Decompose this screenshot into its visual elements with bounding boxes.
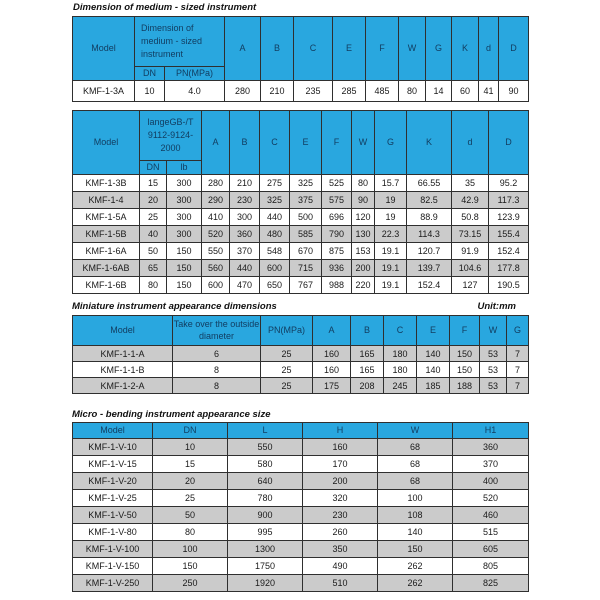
value-cell: 19.1	[375, 277, 407, 294]
value-cell: 580	[228, 456, 303, 473]
value-cell: 14	[426, 81, 452, 102]
value-cell: 650	[260, 277, 290, 294]
value-cell: 50	[153, 507, 228, 524]
model-cell: KMF-1-V-10	[73, 439, 153, 456]
value-cell: 19.1	[375, 243, 407, 260]
table-row	[73, 507, 529, 524]
value-cell: 100	[378, 490, 453, 507]
value-cell: 995	[228, 524, 303, 541]
model-cell: KMF-1-V-80	[73, 524, 153, 541]
value-cell: 780	[228, 490, 303, 507]
value-cell: 22.3	[375, 226, 407, 243]
table-body	[73, 81, 529, 102]
value-cell: 640	[228, 473, 303, 490]
value-cell: 375	[290, 192, 322, 209]
model-cell: KMF-1-3B	[73, 175, 140, 192]
table-row	[73, 439, 529, 456]
value-cell: 360	[453, 439, 529, 456]
value-cell: 600	[260, 260, 290, 277]
table-body	[73, 175, 529, 294]
value-cell: 50	[140, 243, 167, 260]
model-cell: KMF-1-5A	[73, 209, 140, 226]
value-cell: 280	[225, 81, 261, 102]
value-cell: 325	[290, 175, 322, 192]
table-body	[73, 346, 529, 394]
value-cell: 715	[290, 260, 322, 277]
value-cell: 15	[153, 456, 228, 473]
value-cell: 825	[453, 575, 529, 592]
value-cell: 300	[167, 226, 202, 243]
value-cell: 260	[303, 524, 378, 541]
value-cell: 440	[230, 260, 260, 277]
miniature-title-row	[72, 301, 528, 312]
value-cell: 140	[378, 524, 453, 541]
value-cell: 177.8	[489, 260, 529, 277]
value-cell: 325	[260, 192, 290, 209]
table-row	[73, 243, 529, 260]
value-cell: 300	[167, 209, 202, 226]
model-cell: KMF-1-V-20	[73, 473, 153, 490]
value-cell: 20	[140, 192, 167, 209]
model-column-header: Model	[73, 17, 135, 81]
value-cell: 190.5	[489, 277, 529, 294]
column-header: E	[333, 17, 366, 81]
column-header: B	[230, 111, 260, 175]
value-cell: 875	[322, 243, 352, 260]
value-cell: 185	[417, 378, 450, 394]
table-header	[73, 111, 529, 175]
value-cell: 155.4	[489, 226, 529, 243]
value-cell: 150	[167, 277, 202, 294]
value-cell: 53	[480, 362, 507, 378]
value-cell: 150	[167, 243, 202, 260]
value-cell: 208	[351, 378, 384, 394]
value-cell: 300	[167, 192, 202, 209]
table-row	[73, 81, 529, 102]
column-header: E	[417, 316, 450, 346]
value-cell: 25	[261, 378, 313, 394]
value-cell: 200	[352, 260, 375, 277]
group-header-line: langeGB-/T	[147, 117, 194, 127]
value-cell: 82.5	[407, 192, 452, 209]
value-cell: 550	[202, 243, 230, 260]
model-cell: KMF-1-1-B	[73, 362, 173, 378]
column-header: B	[261, 17, 294, 81]
model-cell: KMF-1-6A	[73, 243, 140, 260]
value-cell: 275	[260, 175, 290, 192]
value-cell: 165	[351, 362, 384, 378]
table-row	[73, 456, 529, 473]
column-header: G	[426, 17, 452, 81]
value-cell: 42.9	[452, 192, 489, 209]
value-cell: 210	[230, 175, 260, 192]
table-row	[73, 362, 529, 378]
value-cell: 140	[417, 362, 450, 378]
value-cell: 510	[303, 575, 378, 592]
column-header: E	[290, 111, 322, 175]
value-cell: 200	[303, 473, 378, 490]
value-cell: 280	[202, 175, 230, 192]
value-cell: 400	[453, 473, 529, 490]
value-cell: 91.9	[452, 243, 489, 260]
value-cell: 230	[230, 192, 260, 209]
value-cell: 160	[313, 362, 351, 378]
column-header: Model	[73, 316, 173, 346]
value-cell: 520	[202, 226, 230, 243]
value-cell: 490	[303, 558, 378, 575]
value-cell: 175	[313, 378, 351, 394]
column-header: Model	[73, 423, 153, 439]
model-cell: KMF-1-1-A	[73, 346, 173, 362]
table-header	[73, 316, 529, 346]
value-cell: 19	[375, 209, 407, 226]
value-cell: 900	[228, 507, 303, 524]
value-cell: 290	[202, 192, 230, 209]
medium-sized-dimension-table	[72, 16, 529, 102]
table-row	[73, 490, 529, 507]
value-cell: 170	[303, 456, 378, 473]
value-cell: 790	[322, 226, 352, 243]
value-cell: 140	[417, 346, 450, 362]
value-cell: 80	[399, 81, 426, 102]
model-cell: KMF-1-6AB	[73, 260, 140, 277]
value-cell: 585	[290, 226, 322, 243]
column-header: A	[225, 17, 261, 81]
value-cell: 300	[230, 209, 260, 226]
value-cell: 10	[153, 439, 228, 456]
value-cell: 230	[303, 507, 378, 524]
model-cell: KMF-1-4	[73, 192, 140, 209]
value-cell: 25	[261, 346, 313, 362]
section-title-micro-bending: Micro - bending instrument appearance size	[72, 409, 271, 420]
model-cell: KMF-1-V-150	[73, 558, 153, 575]
value-cell: 605	[453, 541, 529, 558]
value-cell: 41	[479, 81, 499, 102]
value-cell: 180	[384, 346, 417, 362]
value-cell: 220	[352, 277, 375, 294]
value-cell: 210	[261, 81, 294, 102]
value-cell: 245	[384, 378, 417, 394]
column-header: G	[507, 316, 529, 346]
column-header: d	[452, 111, 489, 175]
value-cell: 95.2	[489, 175, 529, 192]
miniature-dimension-table	[72, 315, 529, 394]
value-cell: 250	[153, 575, 228, 592]
value-cell: 7	[507, 346, 529, 362]
value-cell: 150	[450, 346, 480, 362]
value-cell: 1920	[228, 575, 303, 592]
value-cell: 165	[351, 346, 384, 362]
value-cell: 90	[352, 192, 375, 209]
section-title-medium-sized: Dimension of medium - sized instrument	[73, 2, 257, 13]
column-header: W	[399, 17, 426, 81]
value-cell: 180	[384, 362, 417, 378]
value-cell: 20	[153, 473, 228, 490]
value-cell: 8	[173, 378, 261, 394]
value-cell: 500	[290, 209, 322, 226]
table-row	[73, 277, 529, 294]
value-cell: 108	[378, 507, 453, 524]
value-cell: 805	[453, 558, 529, 575]
value-cell: 188	[450, 378, 480, 394]
model-cell: KMF-1-3A	[73, 81, 135, 102]
value-cell: 68	[378, 456, 453, 473]
value-cell: 235	[294, 81, 333, 102]
column-header: H	[303, 423, 378, 439]
value-cell: 19.1	[375, 260, 407, 277]
value-cell: 160	[303, 439, 378, 456]
value-cell: 120.7	[407, 243, 452, 260]
column-header: K	[407, 111, 452, 175]
value-cell: 670	[290, 243, 322, 260]
column-header: d	[479, 17, 499, 81]
value-cell: 153	[352, 243, 375, 260]
value-cell: 10	[135, 81, 165, 102]
column-header: F	[322, 111, 352, 175]
column-header: L	[228, 423, 303, 439]
value-cell: 73.15	[452, 226, 489, 243]
value-cell: 88.9	[407, 209, 452, 226]
value-cell: 150	[153, 558, 228, 575]
table-row	[73, 260, 529, 277]
group-header-line: 9112-9124-	[147, 130, 194, 140]
value-cell: 936	[322, 260, 352, 277]
column-header: B	[351, 316, 384, 346]
unit-label: Unit:mm	[477, 301, 516, 312]
value-cell: 25	[140, 209, 167, 226]
value-cell: 440	[260, 209, 290, 226]
value-cell: 550	[228, 439, 303, 456]
group-header-line: Dimension of	[141, 23, 194, 33]
table-row	[73, 192, 529, 209]
group-header-line: instrument	[141, 49, 184, 59]
column-header: DN	[140, 161, 167, 175]
value-cell: 460	[453, 507, 529, 524]
micro-bending-dimension-table	[72, 422, 529, 592]
model-cell: KMF-1-V-50	[73, 507, 153, 524]
value-cell: 80	[153, 524, 228, 541]
column-header: C	[260, 111, 290, 175]
value-cell: 285	[333, 81, 366, 102]
value-cell: 35	[452, 175, 489, 192]
model-cell: KMF-1-2-A	[73, 378, 173, 394]
column-header: G	[375, 111, 407, 175]
column-header: C	[384, 316, 417, 346]
value-cell: 53	[480, 378, 507, 394]
group-header-line: 2000	[160, 143, 181, 153]
model-cell: KMF-1-6B	[73, 277, 140, 294]
table-row	[73, 346, 529, 362]
value-cell: 470	[230, 277, 260, 294]
table-row	[73, 175, 529, 192]
value-cell: 8	[173, 362, 261, 378]
value-cell: 15	[140, 175, 167, 192]
column-header: Take over the outside diameter	[173, 316, 261, 346]
value-cell: 60	[452, 81, 479, 102]
column-header: W	[480, 316, 507, 346]
model-cell: KMF-1-5B	[73, 226, 140, 243]
column-header: H1	[453, 423, 529, 439]
column-header: D	[499, 17, 529, 81]
column-header: F	[366, 17, 399, 81]
table-row	[73, 226, 529, 243]
value-cell: 68	[378, 473, 453, 490]
column-header: D	[489, 111, 529, 175]
table-row	[73, 575, 529, 592]
table-row	[73, 473, 529, 490]
column-header: lb	[167, 161, 202, 175]
value-cell: 104.6	[452, 260, 489, 277]
value-cell: 350	[303, 541, 378, 558]
value-cell: 139.7	[407, 260, 452, 277]
table-row	[73, 209, 529, 226]
value-cell: 100	[153, 541, 228, 558]
value-cell: 320	[303, 490, 378, 507]
value-cell: 150	[167, 260, 202, 277]
column-header: PN(MPa)	[261, 316, 313, 346]
value-cell: 53	[480, 346, 507, 362]
column-header: C	[294, 17, 333, 81]
value-cell: 6	[173, 346, 261, 362]
value-cell: 1300	[228, 541, 303, 558]
value-cell: 15.7	[375, 175, 407, 192]
column-header: DN	[153, 423, 228, 439]
value-cell: 25	[261, 362, 313, 378]
model-cell: KMF-1-V-25	[73, 490, 153, 507]
value-cell: 1750	[228, 558, 303, 575]
column-header: K	[452, 17, 479, 81]
value-cell: 525	[322, 175, 352, 192]
value-cell: 25	[153, 490, 228, 507]
table-row	[73, 378, 529, 394]
column-header: W	[352, 111, 375, 175]
value-cell: 600	[202, 277, 230, 294]
column-header: PN(MPa)	[165, 67, 225, 81]
table-row	[73, 558, 529, 575]
value-cell: 300	[167, 175, 202, 192]
column-header: A	[313, 316, 351, 346]
group-header	[140, 111, 202, 161]
value-cell: 40	[140, 226, 167, 243]
value-cell: 4.0	[165, 81, 225, 102]
table-header	[73, 17, 529, 81]
value-cell: 160	[313, 346, 351, 362]
value-cell: 19	[375, 192, 407, 209]
value-cell: 485	[366, 81, 399, 102]
value-cell: 360	[230, 226, 260, 243]
value-cell: 130	[352, 226, 375, 243]
value-cell: 50.8	[452, 209, 489, 226]
page-content	[72, 0, 528, 592]
value-cell: 80	[140, 277, 167, 294]
value-cell: 90	[499, 81, 529, 102]
value-cell: 262	[378, 575, 453, 592]
value-cell: 515	[453, 524, 529, 541]
value-cell: 262	[378, 558, 453, 575]
value-cell: 370	[230, 243, 260, 260]
value-cell: 80	[352, 175, 375, 192]
value-cell: 480	[260, 226, 290, 243]
model-cell: KMF-1-V-100	[73, 541, 153, 558]
value-cell: 123.9	[489, 209, 529, 226]
value-cell: 66.55	[407, 175, 452, 192]
value-cell: 7	[507, 378, 529, 394]
value-cell: 560	[202, 260, 230, 277]
value-cell: 988	[322, 277, 352, 294]
value-cell: 150	[378, 541, 453, 558]
model-cell: KMF-1-V-250	[73, 575, 153, 592]
flange-dimension-table	[72, 110, 529, 294]
value-cell: 696	[322, 209, 352, 226]
value-cell: 767	[290, 277, 322, 294]
column-header: A	[202, 111, 230, 175]
value-cell: 575	[322, 192, 352, 209]
value-cell: 114.3	[407, 226, 452, 243]
section-title-miniature: Miniature instrument appearance dimensions	[72, 301, 277, 312]
value-cell: 117.3	[489, 192, 529, 209]
table-row	[73, 541, 529, 558]
model-column-header: Model	[73, 111, 140, 175]
value-cell: 410	[202, 209, 230, 226]
column-header: DN	[135, 67, 165, 81]
table-header	[73, 423, 529, 439]
value-cell: 65	[140, 260, 167, 277]
group-header-line: medium - sized	[141, 36, 203, 46]
value-cell: 7	[507, 362, 529, 378]
group-header	[135, 17, 225, 67]
value-cell: 152.4	[489, 243, 529, 260]
table-body	[73, 439, 529, 592]
model-cell: KMF-1-V-15	[73, 456, 153, 473]
value-cell: 152.4	[407, 277, 452, 294]
value-cell: 150	[450, 362, 480, 378]
value-cell: 520	[453, 490, 529, 507]
value-cell: 548	[260, 243, 290, 260]
value-cell: 127	[452, 277, 489, 294]
value-cell: 120	[352, 209, 375, 226]
column-header: W	[378, 423, 453, 439]
value-cell: 68	[378, 439, 453, 456]
table-row	[73, 524, 529, 541]
value-cell: 370	[453, 456, 529, 473]
column-header: F	[450, 316, 480, 346]
